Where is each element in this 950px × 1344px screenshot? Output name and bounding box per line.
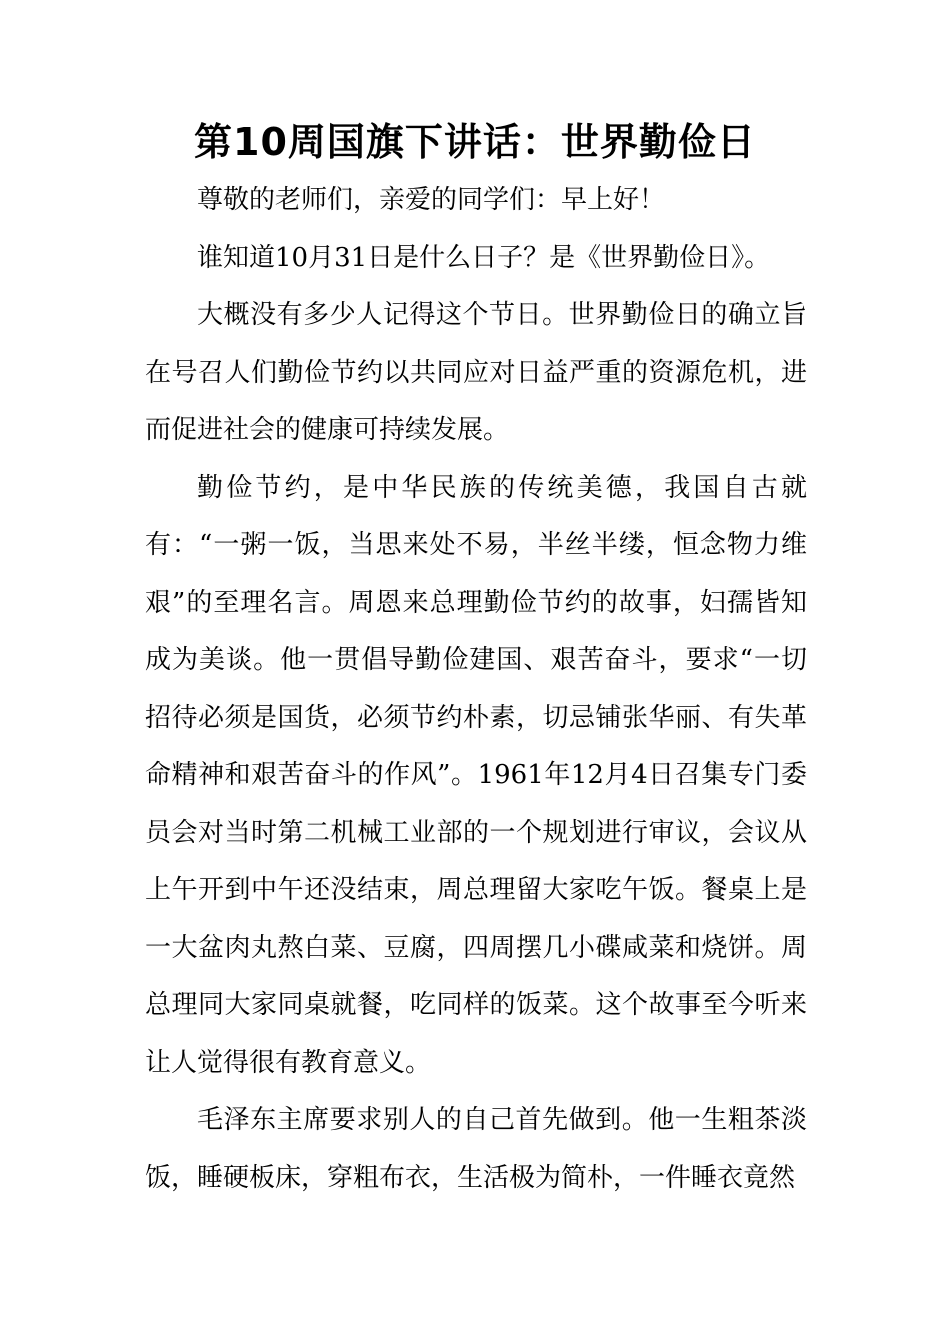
document-body bbox=[145, 172, 807, 1207]
page-title: 第10周国旗下讲话：世界勤俭日 bbox=[194, 120, 756, 164]
paragraph-question: 谁知道10月31日是什么日子？是《世界勤俭日》。 bbox=[197, 242, 771, 273]
paragraph-mao-zedong: 毛泽东主席要求别人的自己首先做到。他一生粗茶淡饭，睡硬板床，穿粗布衣，生活极为简朴，一件睡衣竟然 bbox=[145, 1105, 807, 1193]
paragraph-greeting: 尊敬的老师们，亲爱的同学们：早上好！ bbox=[197, 185, 666, 215]
paragraph-zhou-enlai: 勤俭节约，是中华民族的传统美德，我国自古就有：“一粥一饭，当思来处不易，半丝半缕，恒念物力维艰”的至理名言。周恩来总理勤俭节约的故事，妇孺皆知成为美谈。他一贯倡导勤俭建国、艰苦奋斗，要求“一切招待必须是国货，必须节约朴素，切忌铺张华丽、有失革命精神和艰苦奋斗的作风”。1961年12月4日召集专门委员会对当时第二机械工业部的一个规划进行审议，会议从上午开到中午还没结束，周总理留大家吃午饭。餐桌上是一大盆肉丸熬白菜、豆腐，四周摆几小碟咸菜和烧饼。周总理同大家同桌就餐，吃同样的饭菜。这个故事至今听来让人觉得很有教育意义。 bbox=[145, 472, 807, 1078]
paragraph-intro: 大概没有多少人记得这个节日。世界勤俭日的确立旨在号召人们勤俭节约以共同应对日益严重的资源危机，进而促进社会的健康可持续发展。 bbox=[145, 300, 807, 445]
